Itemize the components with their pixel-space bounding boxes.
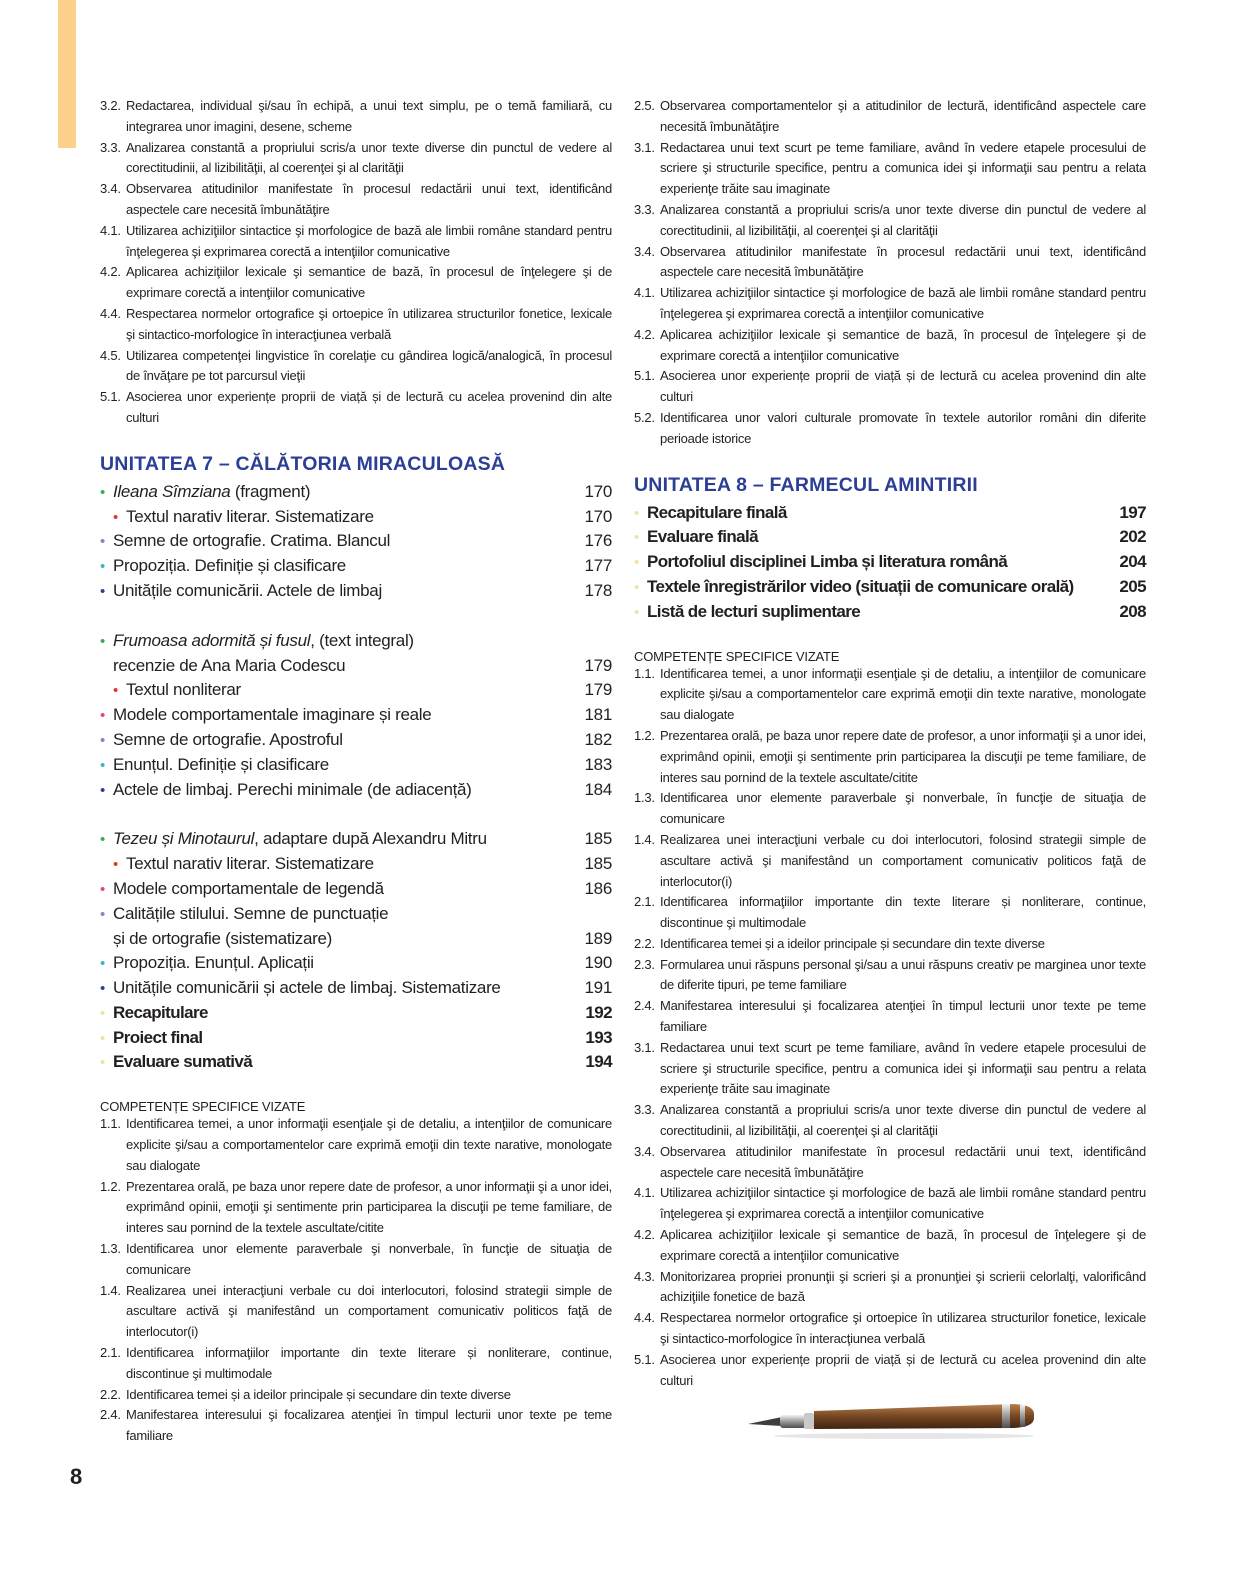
toc-entry-detail: (fragment) (230, 481, 311, 501)
competence-code: 1.2. (100, 1178, 121, 1194)
toc-page-number: 170 (584, 506, 612, 526)
competence-code: 3.3. (634, 201, 655, 217)
bullet-icon: • (100, 756, 105, 774)
toc-entry-title: Proiect final (113, 1027, 203, 1047)
toc-entry-title: Evaluare sumativă (113, 1052, 253, 1072)
competence-code: 4.4. (100, 305, 121, 321)
competence-item (634, 664, 1146, 726)
toc-entry (100, 951, 612, 976)
competence-code: 4.2. (634, 1227, 655, 1243)
competence-item (634, 1142, 1146, 1184)
competence-item (634, 726, 1146, 788)
competence-item (634, 242, 1146, 284)
competence-code: 5.1. (634, 1351, 655, 1367)
competence-text: Identificarea temei și a ideilor principale și secundare din texte diverse (126, 1386, 511, 1402)
competence-text: Identificarea informaţiilor importante din texte literare și nonliterare, continue, discontinue şi multimodale (126, 1345, 612, 1381)
competence-code: 1.1. (634, 665, 655, 681)
unit-8-title: UNITATEA 8 – FARMECUL AMINTIRII (634, 473, 978, 496)
left-competences-heading: COMPETENȚE SPECIFICE VIZATE (100, 1099, 306, 1115)
competence-code: 2.4. (634, 998, 655, 1014)
toc-entry-title (113, 629, 572, 654)
toc-page-number: 182 (584, 729, 612, 749)
toc-entry-detail: , (text integral) (310, 630, 414, 650)
toc-entry (100, 902, 612, 927)
competence-code: 1.3. (100, 1241, 121, 1257)
competence-text: Realizarea unei interacţiuni verbale cu doi interlocutori, folosind strategii simple de ascultare activă şi manifestând un comportament comunicativ politicos faţă de interlocutor(i) (660, 831, 1146, 889)
unit-7-title: UNITATEA 7 – CĂLĂTORIA MIRACULOASĂ (100, 452, 506, 475)
competence-text: Utilizarea achiziţiilor sintactice şi morfologice de bază ale limbii române standard pentru înţelegerea şi exprimarea corectă a intenţiilor comunicative (660, 285, 1146, 321)
unit-7-toc-group-1 (100, 480, 612, 604)
toc-entry-title: Portofoliul disciplinei Limba și literatura română (647, 552, 1008, 572)
competence-item (100, 1114, 612, 1176)
bullet-icon: • (100, 483, 105, 501)
competence-text: Observarea atitudinilor manifestate în procesul redactării unui text, identificând aspectele care necesită îmbunătăţire (126, 181, 612, 217)
competence-item (634, 1225, 1146, 1267)
fountain-pen-icon (744, 1398, 1044, 1442)
toc-entry-title: Textele înregistrărilor video (situații de comunicare orală) (647, 576, 1074, 596)
competence-text: Asocierea unor experiențe proprii de viață și de lectură cu acelea provenind din alte culturi (126, 389, 612, 425)
toc-entry (100, 877, 612, 902)
toc-entry-title: Recapitulare finală (647, 502, 787, 522)
competence-code: 4.3. (634, 1268, 655, 1284)
toc-page-number: 185 (584, 829, 612, 849)
competence-text: Redactarea, individual şi/sau în echipă, a unui text simplu, pe o temă familiară, cu integrarea unor imagini, desene, scheme (126, 98, 612, 134)
competence-code: 2.5. (634, 98, 655, 113)
toc-page-number: 184 (584, 779, 612, 799)
competence-code: 1.3. (634, 790, 655, 806)
competence-item (634, 138, 1146, 200)
competence-text: Aplicarea achiziţiilor lexicale şi semantice de bază, în procesul de înţelegere şi de exprimare corectă a intenţiilor comunicative (126, 264, 612, 301)
competence-code: 5.1. (634, 368, 655, 384)
competence-code: 5.1. (100, 389, 121, 405)
toc-page-number: 205 (1119, 576, 1146, 596)
toc-page-number: 194 (585, 1052, 612, 1072)
unit-7-toc-group-3 (100, 827, 612, 1075)
toc-entry (634, 525, 1146, 550)
toc-entry (634, 550, 1146, 575)
toc-page-number: 204 (1119, 552, 1146, 572)
competence-text: Analizarea constantă a propriului scris/a unor texte diverse din punctul de vedere al corectitudinii, al lizibilităţii, al coerenţei şi al clarităţii (660, 1102, 1146, 1139)
bullet-icon: • (100, 558, 105, 576)
toc-page-number: 202 (1119, 527, 1146, 547)
toc-entry-title: și de ortografie (sistematizare) (113, 928, 333, 948)
competence-text: Realizarea unei interacţiuni verbale cu doi interlocutori, folosind strategii simple de ascultare activă şi manifestând un comportament comunicativ politicos faţă de interlocutor(i) (126, 1282, 612, 1340)
competence-code: 4.4. (634, 1310, 655, 1326)
bullet-icon: • (113, 508, 118, 526)
competence-code: 3.4. (634, 243, 655, 259)
toc-entry-title: Textul narativ literar. Sistematizare (126, 506, 374, 526)
bullet-icon: • (100, 1004, 105, 1022)
competence-text: Monitorizarea propriei pronunţii şi scrieri şi a pronunţiei şi scrierii celorlalţi, valorificând achiziţiile fonetice de bază (660, 1268, 1146, 1305)
competence-text: Identificarea temei, a unor informaţii esenţiale şi de detaliu, a intenţiilor de comunicare explicite şi/sau a comportamentelor care exprimă emoţii din texte narative, monologate sau dialogate (660, 665, 1146, 723)
competence-item (634, 366, 1146, 408)
toc-page-number: 191 (584, 978, 612, 998)
competence-text: Utilizarea achiziţiilor sintactice şi morfologice de bază ale limbii române standard pentru înţelegerea şi exprimarea corectă a intenţiilor comunicative (126, 222, 612, 259)
competence-item (634, 1267, 1146, 1309)
competence-item (100, 1405, 612, 1447)
toc-entry (100, 480, 612, 505)
bullet-icon: • (100, 582, 105, 600)
competence-code: 2.1. (634, 894, 655, 910)
toc-entry-title: Semne de ortografie. Cratima. Blancul (113, 531, 391, 551)
toc-entry (100, 629, 612, 654)
right-competences-heading: COMPETENȚE SPECIFICE VIZATE (634, 648, 840, 664)
toc-entry (100, 678, 612, 703)
competence-item (634, 1308, 1146, 1350)
competence-text: Observarea atitudinilor manifestate în procesul redactării unui text, identificând aspectele care necesită îmbunătăţire (660, 243, 1146, 280)
competence-code: 2.2. (634, 935, 655, 951)
toc-entry-title: Textul nonliterar (126, 680, 241, 700)
bullet-icon: • (100, 707, 105, 725)
left-continued-competences (100, 96, 612, 429)
toc-page-number: 192 (585, 1002, 612, 1022)
toc-page-number: 183 (584, 754, 612, 774)
competence-text: Analizarea constantă a propriului scris/a unor texte diverse din punctul de vedere al corectitudinii, al lizibilităţii, al coerenţei şi al clarităţii (660, 201, 1146, 238)
competence-text: Manifestarea interesului şi focalizarea atenţiei în timpul lecturii unor texte pe teme familiare (660, 998, 1146, 1035)
competence-text: Aplicarea achiziţiilor lexicale şi semantice de bază, în procesul de înţelegere şi de exprimare corectă a intenţiilor comunicative (660, 326, 1146, 363)
competence-item (100, 221, 612, 263)
competence-code: 2.1. (100, 1345, 121, 1361)
competence-code: 3.4. (634, 1143, 655, 1159)
toc-entry-title: Recapitulare (113, 1002, 208, 1022)
toc-entry (100, 1050, 612, 1075)
toc-entry-title: Calitățile stilului. Semne de punctuație (113, 903, 389, 923)
competence-text: Identificarea informaţiilor importante din texte literare și nonliterare, continue, discontinue şi multimodale (660, 894, 1146, 931)
competence-item (100, 304, 612, 346)
bullet-icon: • (634, 504, 639, 522)
bullet-icon: • (100, 1054, 105, 1072)
toc-page-number: 186 (584, 878, 612, 898)
bullet-icon: • (634, 603, 639, 621)
toc-entry-title: Modele comportamentale de legendă (113, 878, 384, 898)
toc-entry-title: Propoziția. Definiție și clasificare (113, 556, 346, 576)
unit-7-toc-group-2 (100, 629, 612, 803)
toc-entry (100, 554, 612, 579)
toc-entry-title: Textul narativ literar. Sistematizare (126, 854, 374, 874)
bullet-icon: • (634, 578, 639, 596)
competence-code: 2.2. (100, 1386, 121, 1402)
competence-item (100, 262, 612, 304)
competence-item (634, 934, 1146, 955)
competence-text: Utilizarea competenţei lingvistice în corelaţie cu gândirea logică/analogică, în procesul de învăţare pe tot parcursul vieţii (126, 347, 612, 384)
bullet-icon: • (100, 781, 105, 799)
bullet-icon: • (100, 980, 105, 998)
competence-text: Redactarea unui text scurt pe teme familiare, având în vedere etapele procesului de scriere şi structurile specifice, pentru a comunica idei şi informaţii sau pentru a relata experienţe trăite sau imaginate (660, 1039, 1146, 1097)
toc-entry-title (113, 827, 572, 852)
bullet-icon: • (100, 1029, 105, 1047)
toc-page-number: 197 (1119, 502, 1146, 522)
competence-text: Asocierea unor experiențe proprii de viață și de lectură cu acelea provenind din alte culturi (660, 1351, 1146, 1388)
toc-entry (100, 579, 612, 604)
bullet-icon: • (100, 533, 105, 551)
competence-code: 4.1. (634, 1185, 655, 1201)
toc-page-number: 190 (584, 953, 612, 973)
competence-item (634, 1183, 1146, 1225)
competence-item (634, 96, 1146, 138)
competence-code: 3.1. (634, 1039, 655, 1055)
competence-item (100, 1343, 612, 1385)
competence-item (634, 200, 1146, 242)
competence-code: 2.3. (634, 956, 655, 972)
page-number: 8 (70, 1464, 83, 1489)
toc-entry-title: Propoziția. Enunțul. Aplicații (113, 953, 314, 973)
toc-page-number: 189 (584, 928, 612, 948)
toc-entry (100, 505, 612, 530)
competence-item (634, 830, 1146, 892)
toc-entry (100, 654, 612, 679)
toc-entry-work-title: Ileana Sîmziana (113, 481, 231, 501)
competence-item (100, 387, 612, 429)
competence-text: Formularea unui răspuns personal şi/sau a unui răspuns creativ pe marginea unor texte de diferite tipuri, pe teme familiare (660, 956, 1146, 993)
competence-item (100, 346, 612, 388)
toc-page-number: 179 (584, 680, 612, 700)
bullet-icon: • (100, 955, 105, 973)
competence-code: 4.1. (634, 285, 655, 301)
competence-item (100, 1385, 612, 1406)
toc-entry-title: Semne de ortografie. Apostroful (113, 729, 343, 749)
toc-page-number: 193 (585, 1027, 612, 1047)
bullet-icon: • (100, 905, 105, 923)
competence-code: 4.1. (100, 222, 121, 238)
competence-text: Observarea comportamentelor şi a atitudinilor de lectură, identificând aspectele care necesită îmbunătăţire (660, 98, 1146, 134)
accent-bar (58, 0, 76, 148)
toc-page-number: 181 (584, 705, 612, 725)
toc-entry (100, 1001, 612, 1026)
bullet-icon: • (100, 880, 105, 898)
competence-item (100, 1177, 612, 1239)
competence-item (634, 996, 1146, 1038)
toc-entry (100, 927, 612, 952)
competence-text: Identificarea temei, a unor informaţii esenţiale şi de detaliu, a intenţiilor de comunicare explicite şi/sau a comportamentelor care exprimă emoţii din texte narative, monologate sau dialogate (126, 1116, 612, 1173)
toc-entry-title (113, 480, 572, 505)
toc-entry-title: Unitățile comunicării și actele de limbaj. Sistematizare (113, 978, 501, 998)
right-column (634, 96, 1146, 1391)
toc-entry (100, 753, 612, 778)
competence-text: Prezentarea orală, pe baza unor repere date de profesor, a unor informaţii şi a unor idei, exprimând opinii, emoţii şi sentimente prin participarea la discuţii pe teme familiare, de interes sau pornind de la textele ascultate/citite (126, 1178, 612, 1236)
competence-text: Respectarea normelor ortografice şi ortoepice în utilizarea structurilor fonetice, lexicale şi sintactico-morfologice în interacţiunea verbală (660, 1310, 1146, 1347)
competence-code: 5.2. (634, 409, 655, 425)
competence-text: Observarea atitudinilor manifestate în procesul redactării unui text, identificând aspectele care necesită îmbunătăţire (660, 1143, 1146, 1180)
toc-entry (634, 600, 1146, 625)
competence-code: 4.2. (634, 326, 655, 342)
competence-code: 1.4. (634, 831, 655, 847)
toc-entry-detail: , adaptare după Alexandru Mitru (254, 829, 487, 849)
toc-entry (100, 778, 612, 803)
competence-item (634, 1350, 1146, 1392)
competence-item (634, 1038, 1146, 1100)
bullet-icon: • (634, 554, 639, 572)
competence-text: Prezentarea orală, pe baza unor repere date de profesor, a unor informaţii şi a unor idei, exprimând opinii, emoţii şi sentimente prin participarea la discuţii pe teme familiare, de interes sau pornind de la textele ascultate/citite (660, 727, 1146, 785)
competence-text: Respectarea normelor ortografice şi ortoepice în utilizarea structurilor fonetice, lexicale şi sintactico-morfologice în interacţiunea verbală (126, 305, 612, 342)
competence-item (634, 325, 1146, 367)
right-continued-competences (634, 96, 1146, 450)
toc-entry-title: recenzie de Ana Maria Codescu (113, 655, 346, 675)
competence-item (634, 892, 1146, 934)
competence-item (634, 408, 1146, 450)
toc-page-number: 185 (584, 854, 612, 874)
toc-entry-title: Modele comportamentale imaginare și reale (113, 705, 432, 725)
competence-code: 4.2. (100, 264, 121, 280)
competence-code: 1.1. (100, 1116, 121, 1132)
toc-entry-title: Enunțul. Definiție și clasificare (113, 754, 329, 774)
competence-item (634, 283, 1146, 325)
competence-item (100, 1239, 612, 1281)
toc-page-number: 177 (584, 556, 612, 576)
unit-8-toc (634, 501, 1146, 625)
toc-entry (100, 852, 612, 877)
competence-text: Identificarea unor elemente paraverbale şi nonverbale, în funcţie de situaţia de comunicare (126, 1241, 612, 1277)
toc-entry-title: Unitățile comunicării. Actele de limbaj (113, 580, 382, 600)
competence-text: Aplicarea achiziţiilor lexicale şi semantice de bază, în procesul de înţelegere şi de exprimare corectă a intenţiilor comunicative (660, 1227, 1146, 1263)
competence-code: 3.3. (634, 1102, 655, 1118)
toc-page-number: 170 (584, 481, 612, 501)
competence-item (634, 1100, 1146, 1142)
toc-page-number: 179 (584, 655, 612, 675)
bullet-icon: • (100, 632, 105, 650)
toc-entry-title: Listă de lecturi suplimentare (647, 601, 861, 621)
competence-item (100, 138, 612, 180)
toc-page-number: 176 (584, 531, 612, 551)
toc-page-number: 208 (1119, 601, 1146, 621)
toc-entry (100, 703, 612, 728)
competence-item (100, 96, 612, 138)
toc-entry (100, 529, 612, 554)
toc-entry (100, 976, 612, 1001)
competence-item (100, 1281, 612, 1343)
competence-text: Identificarea unor elemente paraverbale şi nonverbale, în funcţie de situaţia de comunicare (660, 790, 1146, 827)
bullet-icon: • (100, 831, 105, 849)
bullet-icon: • (113, 856, 118, 874)
bullet-icon: • (113, 682, 118, 700)
competence-code: 3.2. (100, 98, 121, 113)
competence-code: 3.1. (634, 139, 655, 155)
bullet-icon: • (100, 731, 105, 749)
competence-item (100, 179, 612, 221)
toc-entry-work-title: Tezeu și Minotaurul (113, 829, 255, 849)
competence-code: 1.4. (100, 1282, 121, 1298)
toc-entry (634, 501, 1146, 526)
competence-item (634, 955, 1146, 997)
toc-entry-title: Actele de limbaj. Perechi minimale (de adiacență) (113, 779, 472, 799)
toc-entry-title: Evaluare finală (647, 527, 759, 547)
toc-entry (100, 827, 612, 852)
toc-entry (100, 1026, 612, 1051)
bullet-icon: • (634, 529, 639, 547)
toc-entry (634, 575, 1146, 600)
toc-entry (100, 728, 612, 753)
competence-code: 1.2. (634, 727, 655, 743)
competence-code: 3.3. (100, 139, 121, 155)
toc-entry-work-title: Frumoasa adormită și fusul (113, 630, 311, 650)
left-column (100, 96, 612, 1447)
competence-code: 4.5. (100, 347, 121, 363)
competence-item (634, 788, 1146, 830)
competence-text: Manifestarea interesului şi focalizarea atenţiei în timpul lecturii unor texte pe teme familiare (126, 1407, 612, 1444)
right-competences-list (634, 664, 1146, 1392)
competence-text: Asocierea unor experiențe proprii de viață și de lectură cu acelea provenind din alte culturi (660, 368, 1146, 405)
competence-code: 3.4. (100, 181, 121, 197)
left-competences-list (100, 1114, 612, 1447)
competence-text: Redactarea unui text scurt pe teme familiare, având în vedere etapele procesului de scriere şi structurile specifice, pentru a comunica idei şi informaţii sau pentru a relata experienţe trăite sau imaginate (660, 139, 1146, 197)
competence-text: Analizarea constantă a propriului scris/a unor texte diverse din punctul de vedere al corectitudinii, al lizibilităţii, al coerenţei şi al clarităţii (126, 139, 612, 176)
toc-page-number: 178 (584, 580, 612, 600)
competence-text: Identificarea unor valori culturale promovate în textele autorilor români din diferite perioade istorice (660, 409, 1146, 446)
competence-text: Identificarea temei și a ideilor principale și secundare din texte diverse (660, 935, 1045, 951)
competence-code: 2.4. (100, 1407, 121, 1423)
competence-text: Utilizarea achiziţiilor sintactice şi morfologice de bază ale limbii române standard pentru înţelegerea şi exprimarea corectă a intenţiilor comunicative (660, 1185, 1146, 1222)
